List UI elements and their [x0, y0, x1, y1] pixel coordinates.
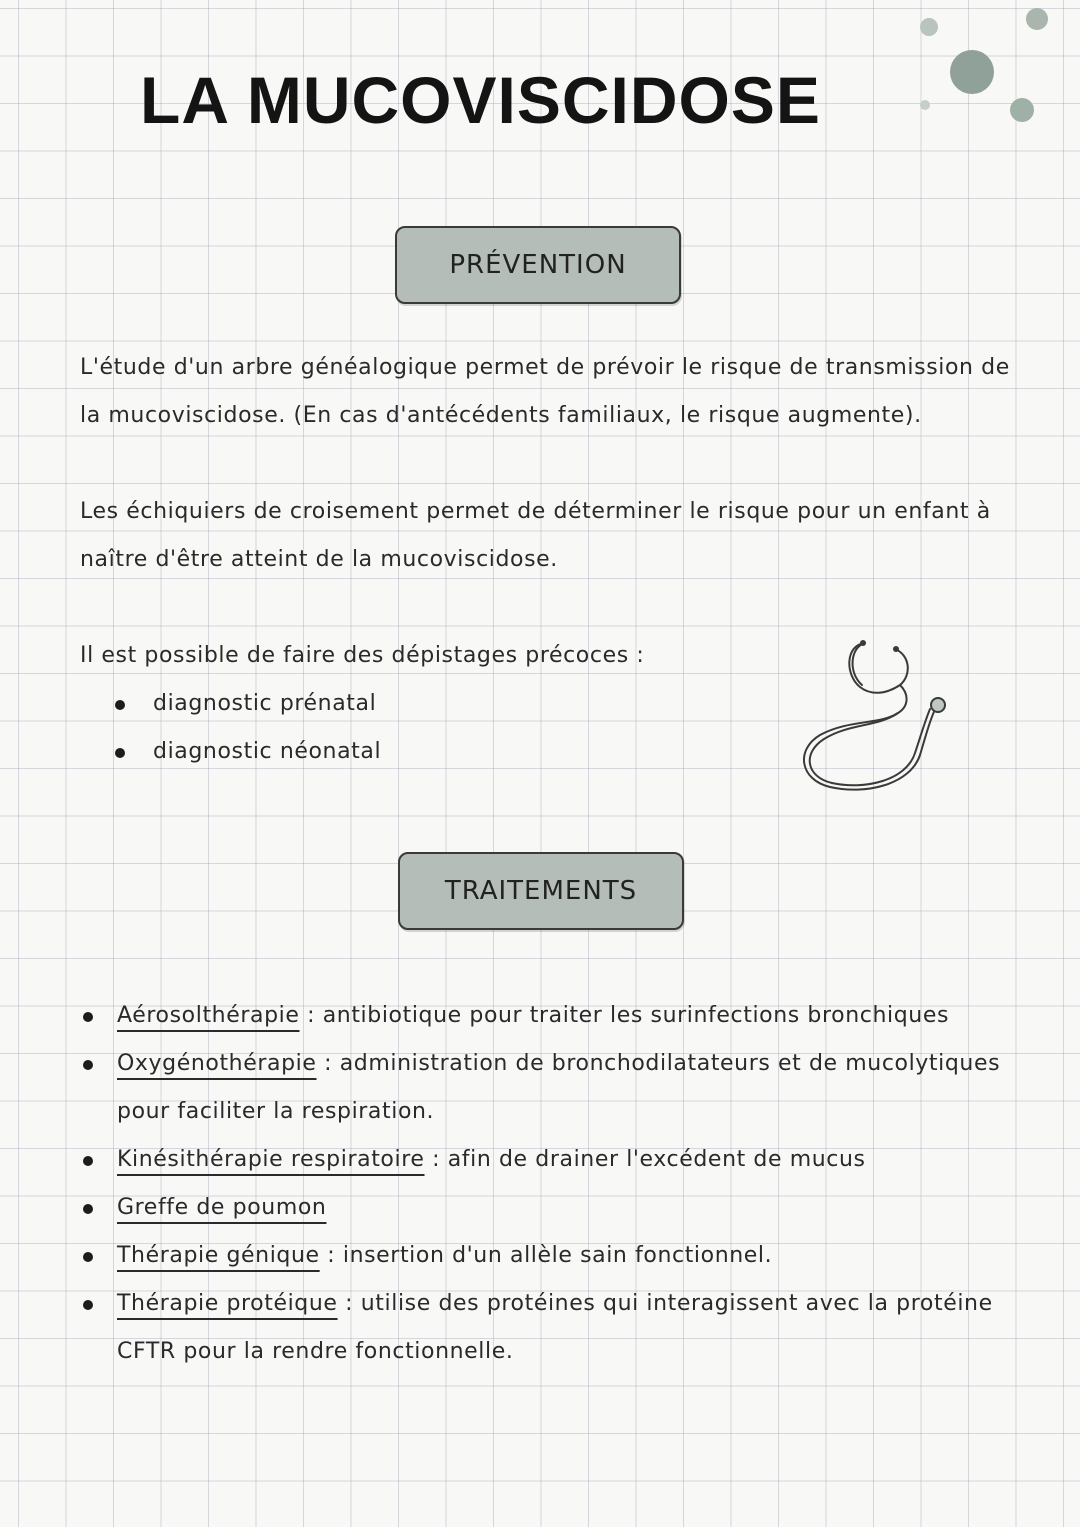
- decorative-dot: [1010, 98, 1034, 122]
- treatment-term: Kinésithérapie respiratoire: [117, 1147, 425, 1172]
- list-item: [80, 1184, 1020, 1232]
- treatment-description: administration de bronchodilatateurs et de mucolytiques pour faciliter la respiration.: [117, 1051, 1001, 1124]
- list-item: [80, 1280, 1020, 1376]
- stethoscope-icon: [790, 635, 960, 805]
- treatment-description: utilise des protéines qui interagissent avec la protéine CFTR pour la rendre fonctionnelle.: [117, 1291, 993, 1364]
- decorative-dot: [920, 100, 930, 110]
- treatment-separator: :: [337, 1291, 361, 1316]
- treatment-separator: :: [424, 1147, 448, 1172]
- screening-list: [115, 680, 381, 776]
- treatment-term: Thérapie génique: [117, 1243, 320, 1268]
- section-heading-prevention: PRÉVENTION: [395, 226, 681, 304]
- treatment-description: insertion d'un allèle sain fonctionnel.: [342, 1243, 773, 1268]
- list-item: [80, 1232, 1020, 1280]
- treatment-separator: :: [316, 1051, 340, 1076]
- list-item: [80, 992, 1020, 1040]
- treatment-separator: :: [299, 1003, 323, 1028]
- page-title: LA MUCOVISCIDOSE: [140, 63, 821, 137]
- paragraph-screening: Il est possible de faire des dépistages précoces :: [80, 643, 645, 668]
- treatment-description: antibiotique pour traiter les surinfections bronchiques: [322, 1003, 950, 1028]
- decorative-dot: [920, 18, 938, 36]
- treatment-description: afin de drainer l'excédent de mucus: [447, 1147, 866, 1172]
- treatment-term: Aérosolthérapie: [117, 1003, 300, 1028]
- paragraph-crossing-grid: Les échiquiers de croisement permet de déterminer le risque pour un enfant à naître d'être atteint de la mucoviscidose.: [80, 499, 991, 572]
- treatment-separator: :: [319, 1243, 343, 1268]
- decorative-dot: [950, 50, 994, 94]
- paragraph-genealogy: L'étude d'un arbre généalogique permet de prévoir le risque de transmission de la mucoviscidose. (En cas d'antécédents familiaux, le risque augmente).: [80, 355, 1010, 428]
- list-item: [80, 1136, 1020, 1184]
- treatments-list: [80, 992, 1020, 1376]
- decorative-dot: [1026, 8, 1048, 30]
- list-item: diagnostic néonatal: [115, 728, 381, 776]
- list-item: diagnostic prénatal: [115, 680, 381, 728]
- treatment-term: Thérapie protéique: [117, 1291, 338, 1316]
- section-heading-traitements: TRAITEMENTS: [398, 852, 684, 930]
- list-item: [80, 1040, 1020, 1136]
- treatment-term: Greffe de poumon: [117, 1195, 327, 1220]
- treatment-term: Oxygénothérapie: [117, 1051, 317, 1076]
